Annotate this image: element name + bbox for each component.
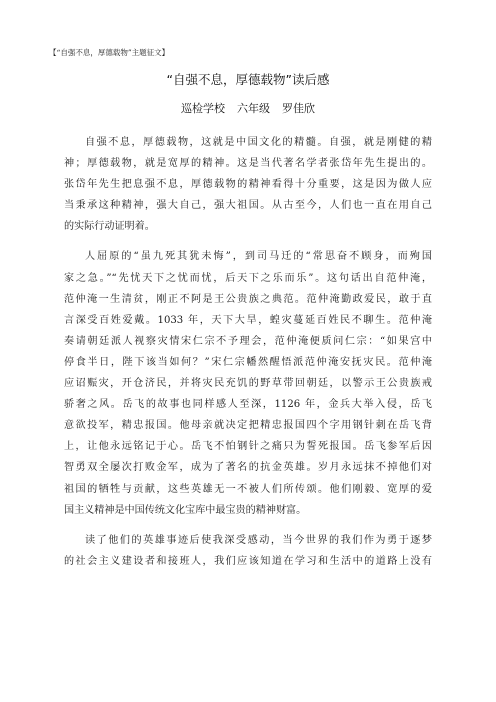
paragraph bbox=[64, 246, 432, 520]
text-line: 当秉承这种精神，强大自己，强大祖国。从古至今，人们也一直在用自己 bbox=[64, 200, 432, 212]
text-line: 言深受百姓爱戴。1033 年，天下大旱，蝗灾蔓延百姓民不聊生。范仲淹 bbox=[64, 314, 432, 326]
author-line bbox=[0, 101, 496, 117]
text-line: 停食半日，陛下该当如何？”宋仁宗幡然醒悟派范仲淹安抚灾民。范仲淹 bbox=[64, 356, 432, 368]
text-line: 神；厚德载物，就是宽厚的精神。这是当代著名学者张岱年先生提出的。 bbox=[64, 158, 432, 170]
text-line: 读了他们的英雄事迹后使我深受感动，当今世界的我们作为勇于逐梦 bbox=[85, 534, 432, 546]
text-line: 奏请朝廷派人视察灾情宋仁宗不予理会，范仲淹便质问仁宗：“如果宫中 bbox=[64, 335, 432, 347]
text-line: 国主义精神是中国传统文化宝库中最宝贵的精神财富。 bbox=[64, 504, 307, 516]
text-line: 范仲淹一生清贫，刚正不阿是王公贵族之典范。范仲淹勤政爱民，敢于直 bbox=[64, 293, 432, 305]
text-line: 上，让他永远铭记于心。岳飞不怕钢针之痛只为誓死报国。岳飞参军后因 bbox=[64, 441, 432, 453]
author-grade: 六年级 bbox=[237, 102, 270, 115]
text-line: 意欲投军，精忠报国。他母亲就决定把精忠报国四个字用钢针刺在岳飞背 bbox=[64, 420, 432, 432]
author-name: 罗佳欣 bbox=[282, 102, 315, 115]
text-line: 应诏赈灾，开仓济民，并将灾民充饥的野草带回朝廷，以警示王公贵族戒 bbox=[64, 378, 432, 390]
text-line: 骄奢之风。岳飞的故事也同样感人至深，1126 年，金兵大举入侵，岳飞 bbox=[64, 399, 432, 411]
paragraph bbox=[64, 530, 432, 572]
text-line: 人屈原的“虽九死其犹未悔”，到司马迁的“常思奋不顾身，而殉国 bbox=[85, 251, 432, 263]
text-line: 的实际行动证明着。 bbox=[64, 221, 155, 233]
paragraph bbox=[64, 132, 432, 237]
author-school: 巡检学校 bbox=[181, 102, 225, 115]
text-line: 智勇双全屡次打败金军，成为了著名的抗金英雄。岁月永远抹不掉他们对 bbox=[64, 462, 432, 474]
text-line: 的社会主义建设者和接班人，我们应该知道在学习和生活中的道路上没有 bbox=[64, 555, 432, 567]
text-line: 家之急。”“先忧天下之忧而忧，后天下之乐而乐”。这句话出自范仲淹， bbox=[64, 272, 432, 284]
text-line: 张岱年先生把息强不息，厚德载物的精神看得十分重要，这是因为做人应 bbox=[64, 179, 432, 191]
text-line: 自强不息，厚德载物，这就是中国文化的精髓。自强，就是刚健的精 bbox=[85, 137, 432, 148]
text-line: 祖国的牺牲与贡献，这些英雄无一不被人们所传颂。他们刚毅、宽厚的爱 bbox=[64, 483, 432, 495]
theme-tag: 【“自强不息，厚德载物”主题征文】 bbox=[49, 48, 170, 57]
essay-title: “自强不息，厚德载物”读后感 bbox=[166, 72, 330, 87]
essay-body bbox=[64, 132, 432, 581]
